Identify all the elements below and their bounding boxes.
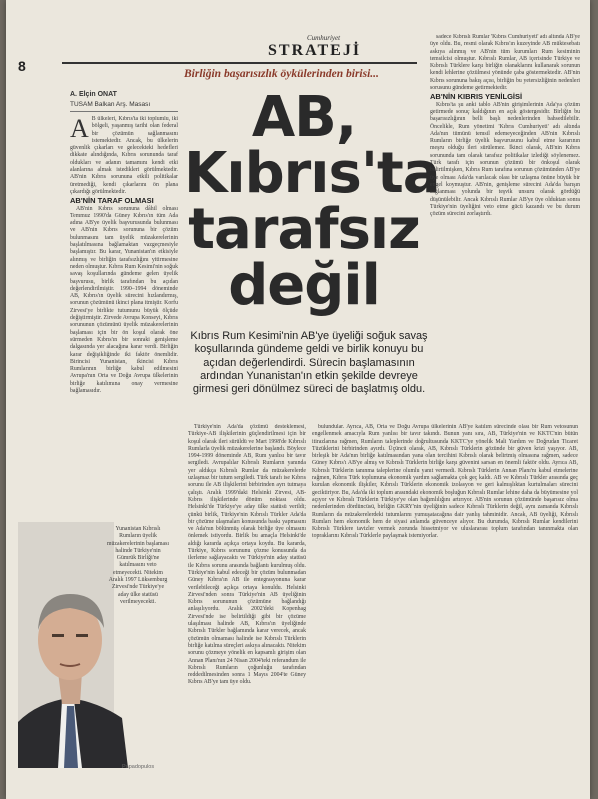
body-paragraph: Kıbrıs'ta şu anki tablo AB'nin girişimlerinin Ada'ya çözüm getirmede sonuç kaldığının en açık göstergesidir. Birliğin bu başarısızlığının belli başlı nedenlerinden bahsedilebilir. Öncelikle, Rum yönetimi 'Kıbrıs Cumhuriyeti' adı altında Ada'nın tümünü temsil edemeyeceğinden AB'nin Kıbrıslı Rumların birliğe üyelik başvurusunu kabul etme kararının meşru olduğu ileri sürülemez. İkinci olarak, AB'nin Kıbrıs sorununda tam olarak tarafsız politikalar izlediği söylenemez. Türk tarafı için sorunun çözümü bir önkoşul olarak belirtilmişken, Kıbrıs Rum tarafına sorunun çözümünden AB'ye üye olması Ada'da varılacak olası bir uzlaşma önüne büyük bir engel koymuştur. AB'nin, genişleme sürecini Ada'da barışın sağlanması yolunda bir teşvik unsuru olarak gördüğü düşünülebilir. Ancak Kıbrıslı Rumlar AB'ye üye olduktan sonra Türkiye'nin üyeliğini veto etme gücü kazandı ve bu durum çözüm sürecini zorlaştırdı.	[430, 101, 580, 218]
headline-line-1: AB,	[251, 85, 357, 150]
body-paragraph: Türkiye'nin Ada'da çözümü desteklemesi, Türkiye-AB ilişkilerinin güçlendirilmesi için bir koşul olarak ileri sürüldü ve Mart 1998'de Kıbrıslı Rumlarla üyelik müzakerelerine başlandı. Böylece 1994-1999 döneminde AB, Rum yanlısı bir tavır sergiledi. Avrupalılar Kıbrıslı Rumların yanında yer aldıkça Kıbrıslı Rumlar da müzakerelerde uzlaşmaz bir tutum sergiledi. Türk tarafı ise Kıbrıs sorunu ile AB ilişkilerini birbirinden ayrı tutmaya çalıştı. Aralık 1999'daki Helsinki Zirvesi, AB-Kıbrıs ilişkilerinde dönüm noktası oldu. Helsinki'de Türkiye'ye aday ülke statüsü verildi; çünkü birlik, Türkiye'nin Kıbrıslı Türkler Ada'da bir çözüme ulaşmaları konusunda baskı yapmasını ve Ada'nın bölünmüş olarak birliğe üye olmasını önlemek istiyordu. Birlik bu amaçla Helsinki'de aldığı kararda açıkça ortaya koydu. Bu kararda, Türkiye, Kıbrıs sorununu çözme konusunda da ilerleme sağlayacaktı ve Türkiye'nin aday statüsü ile Kıbrıs sorunu arasında bağlantı kurulmuş oldu. Türkiye'nin kabul edeceği bir çözüm bulunmadan Güney Kıbrıs'ın AB ile entegrasyonuna karar verilebileceği açıkça ortaya konuldu. Helsinki Zirvesi'nden sonra Türkiye'nin AB üyeliğinin Kıbrıs sorununun çözümüne bağlandığı anlaşılıyordu. Aralık 2002'deki Kopenhag Zirvesi'nde ise belirtildiği gibi bir çözüme ulaşılması halinde AB, Kıbrıs'ın üyeliğinde Kıbrıslı Türkler bağlamında karar verecek, ancak çözümün olmaması halinde ise Kıbrıslı Türklerin birliğe katılma süreçleri askıya alınacaktı. Nitekim sorunu çözmeye yönelik en kapsamlı girişim olan Annan Planı'nın 24 Nisan 2004'teki referandum ile Kıbrıslı Rumların çoğunluğu tarafından reddedilmesinden sonra 1 Mayıs 2004'te Güney Kıbrıs AB'ye tam üye oldu.	[188, 424, 306, 686]
intro-paragraph: B ülkeleri, Kıbrıs'ta iki toplumlu, iki bölgeli, yaşanmış tarihi olan federal bir çözümün sağlanmasını istemektedir. Ancak, bu ülkelerin güvenlik çıkarları ve gelecekteki hedefleri dikkate alındığında, Kıbrıs sorununda taraf oldukları ve adanın tamamını kendi etki alanlarına almak istedikleri görülmektedir. AB'nin Kıbrıs sorununa etkili politikalar üretmediği, kendi çıkarlarını ön plana çıkardığı görülmektedir.	[70, 116, 178, 195]
author-name: A. Elçin ONAT	[70, 91, 117, 98]
body-paragraph: sadece Kıbrıslı Rumlar 'Kıbrıs Cumhuriyeti' adı altında AB'ye üye oldu. Bu, resmi olarak Kıbrıs'ın kuzeyinde AB müktesebatı askıya alınmış ve AB'nin tüm kurumları Rum kesiminin temsilcisi olmuştur. Kıbrıslı Rumlar, AB içerisinde Türkiye ve Kıbrıslı Türklere karşı birliğin olanaklarını kullanarak sorunun kendi lehlerine çözülmesi yönünde çaba göstermektedir. AB'nin Kıbrıs sorununa bakış açısı, birliğin bu yetersizliğinin nedenleri sorusunu gündeme getirmektedir.	[430, 34, 580, 92]
newspaper-page	[6, 0, 590, 799]
byline-divider	[70, 111, 178, 112]
author-affiliation: TUSAM Balkan Arş. Masası	[70, 101, 151, 108]
photo-credit: Papadopulos	[122, 764, 155, 770]
byline	[70, 90, 190, 110]
page-number: 8	[18, 58, 26, 74]
headline-line-4: değil	[228, 253, 380, 318]
drop-cap: A	[70, 116, 89, 143]
headline-line-2: Kıbrıs'ta	[184, 141, 440, 206]
brand-publisher: Cumhuriyet	[307, 34, 341, 42]
subheading-kibris-yenilgisi: AB'NİN KIBRIS YENİLGİSİ	[430, 92, 523, 102]
article-column-4	[312, 424, 578, 790]
body-paragraph: AB'nin Kıbrıs sorununa dâhil olması Temmuz 1990'da Güney Kıbrıs'ın tüm Ada adına AB'ye üyelik başvurusunda bulunması ve AB'nin Kıbrıs sorununa bir çözüm bulunmasını tam üyelik müzakerelerinin başlatılmasına bağlamaktan vazgeçmesiyle başlamıştır. Bu karar, Yunanistan'ın etkisiyle alınmış ve birliğin tarafsızlığını yitirmesine neden olmuştur. Kıbrıs Rum Kesimi'nin soğuk savaş koşullarında gündeme gelen üyelik başvurusu, birlik tarafından bu açıdan değerlendirilmiştir. 1990–1994 döneminde AB, Kıbrıs'ın üyelik sürecini hızlandırmış, sorunun çözümünü ikinci plana itmiştir. Korfu Zirvesi'ye birlikte tutumunu büyük ölçüde değiştirmiştir. Zirvede Avrupa Konseyi, Kıbrıs sorununun çözümünü üyelik müzakerelerinin başlaması için bir ön koşul olarak öne sürmeden Kıbrıs'ın bir sonraki genişleme dalgasında yer alacağına karar verdi. Birliğin karar değişikliğinde iki faktör önemlidir. Birincisi Yunanistan, ikincisi Kıbrıs Rumlarının birliğe kabul edilmesini Avrupa'nın Orta ve Doğu Avrupa ülkelerinin birliğe katılımına onay vermesine bağlamasıdır.	[70, 205, 178, 394]
article-column-3	[430, 34, 580, 418]
section-brand	[268, 34, 361, 60]
body-paragraph: bulundular. Ayrıca, AB, Orta ve Doğu Avrupa ülkelerinin AB'ye katılım sürecinde olası bir Rum vetosunun engellenmek amacıyla Rum yanlısı bir tavır takındı. Bunun yanı sıra, AB, Türkiye'nin ve KKTC'nin bütün itirazlarına rağmen, Rumların taleplerinde doğrultusunda KKTC'ye yönelik Mali Yardım ve Doğrudan Ticaret Tüzüklerini birbirinden ayırdı. Üçüncü olarak, AB, Kıbrıslı Türklerin gözünde bir güven krizi yaşıyor. AB, birleşik bir Ada'nın birliğe katılmasından yana olan tercihini Kıbrıslı olarak belirtmiş olmasına rağmen, sadece Güney Kıbrıs'ı AB'ye almış ve Kıbrıslı Türklerin birliğe karşı güvenini sarsan en önemli faktör oldu. Ayrıca AB, Kıbrıslı Türklerin tanınma taleplerine olumlu yanıt vermedi. Kıbrıslı Türklerin Annan Planı'nı kabul etmelerine rağmen, Kıbrıs Türk toplumuna ekonomik yardım sağlamakta çok geç kaldı. AB ve Kıbrıslı Türkler arasında geç kurulan ekonomik ilişkiler, Kıbrıslı Türklerin ekonomik izolasyon ve geri kalmışlıktan kurtulmaları sürecini geciktiriyor. Bu, Ada'da iki toplum arasındaki ekonomik boşluğun Kıbrıslı Rumlar lehine daha da büyümesine yol açıyor ve Kıbrıslı Türklerin Türkiye'ye olan bağımlılığını artırıyor. AB'nin sorunun çözümünde başarısız olma nedenlerinden dördüncüsü, birliğin GKRY'nin üyeliğinin sadece Kıbrıslı Türklerin değil, aynı zamanda Kıbrıslı Rumların da müzakerelerdeki tutumlarını yumuşatacağına dair yanlış tahminidir. Ancak, AB üyeliği, Kıbrıslı Rumları hem ekonomik hem de siyasi anlamda güvenceye alıyor. Bu durumda, Kıbrıslı Rumlar kendilerini Kıbrıslı Türklere tavizler vermek zorunda hissetmiyor ve uluslararası toplum tarafından tanınmakta olan topraklarını Kıbrıslı Türklerle paylaşmak istemiyorlar.	[312, 424, 578, 540]
header-rule	[62, 62, 417, 64]
headline-line-3: tarafsız	[188, 197, 420, 262]
brand-section-title: STRATEJİ	[268, 42, 362, 59]
article-column-1	[70, 116, 178, 522]
photo-caption: Yunanistan Kıbrıslı Rumların üyelik müzakerelerinin başlaması halinde Türkiye'nin Gümrük Birliği'ne katılmasını veto etmeyecekti. Nitekim Aralık 1997 Lüksemburg Zirvesi'nde Türkiye'ye aday ülke statüsü verilmeyecekti.	[107, 526, 169, 605]
subheading-taraf-olmasi: AB'NİN TARAF OLMASI	[70, 196, 154, 206]
headline	[184, 85, 440, 318]
article-column-2	[188, 424, 306, 790]
spot-text: Kıbrıs Rum Kesimi'nin AB'ye üyeliği soğuk savaş koşullarında gündeme geldi ve birlik konuyu bu açıdan değerlendirdi. Sürecin başlamasının ardından Yunanistan'ın etkin şekilde devreye girmesi geri dönülmez süreci de başlatmış oldu.	[190, 330, 428, 396]
kicker: Birliğin başarısızlık öykülerinden birisi...	[184, 68, 379, 80]
